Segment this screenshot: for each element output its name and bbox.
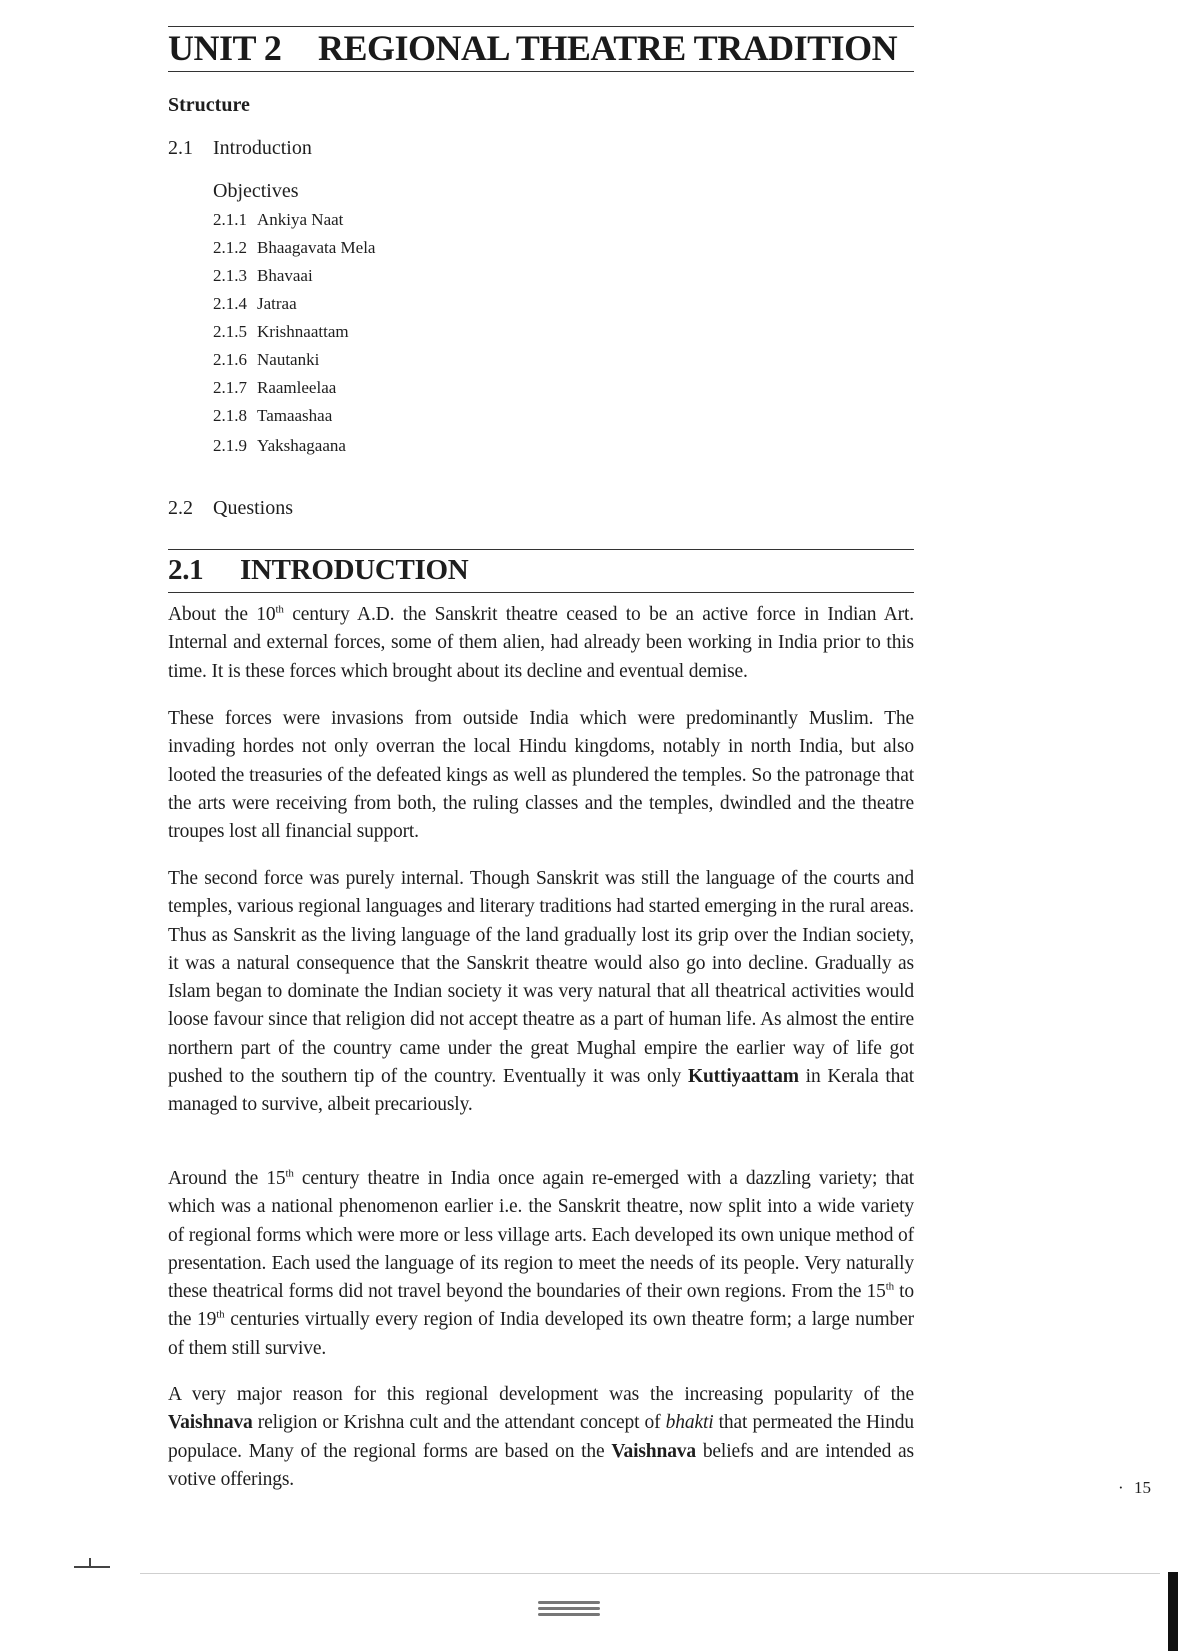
toc-sub-number: 2.1.1 bbox=[213, 210, 247, 229]
text-run: in Kerala that managed to survive, albeit precariously. bbox=[168, 1066, 914, 1116]
crop-mark bbox=[74, 1566, 110, 1568]
text-run: centuries virtually every region of India developed its own theatre form; a large number of them still survive. bbox=[168, 1309, 914, 1359]
binding-mark bbox=[538, 1598, 600, 1622]
toc-sub-label: Jatraa bbox=[257, 294, 297, 313]
paragraph-3 bbox=[168, 865, 914, 1120]
bold-term: Vaishnava bbox=[611, 1440, 696, 1462]
toc-subitem bbox=[213, 378, 336, 398]
text-run: Around the 15 bbox=[168, 1168, 286, 1189]
toc-sub-number: 2.1.4 bbox=[213, 294, 247, 313]
text-run: A very major reason for this regional development was the increasing popularity of the bbox=[168, 1384, 914, 1405]
toc-sub-label: Bhaagavata Mela bbox=[257, 238, 376, 257]
toc-subitem bbox=[213, 350, 319, 370]
toc-number: 2.1 bbox=[168, 137, 193, 159]
toc-sub-number: 2.1.8 bbox=[213, 406, 247, 425]
structure-heading: Structure bbox=[168, 94, 250, 116]
section-title: INTRODUCTION bbox=[240, 554, 469, 586]
italic-term: bhakti bbox=[665, 1412, 714, 1434]
bold-term: Kuttiyaattam bbox=[687, 1066, 799, 1088]
superscript: th bbox=[275, 603, 284, 616]
superscript: th bbox=[285, 1167, 294, 1180]
toc-sub-label: Raamleelaa bbox=[257, 378, 337, 397]
bold-term: Vaishnava bbox=[168, 1412, 253, 1434]
text-run: that permeated the Hindu populace. Many of the regional forms are based on the bbox=[168, 1412, 914, 1462]
toc-sub-number: 2.1.2 bbox=[213, 238, 247, 257]
unit-title bbox=[168, 26, 914, 70]
section-number: 2.1 bbox=[168, 554, 204, 586]
unit-title-text: REGIONAL THEATRE TRADITION bbox=[318, 28, 898, 68]
toc-sub-number: 2.1.3 bbox=[213, 266, 247, 285]
toc-subitem bbox=[213, 210, 343, 230]
text-run: The second force was purely internal. Though Sanskrit was still the language of the courts and temples, various regional languages and literary traditions had started emerging in the rural areas. Thus as Sanskrit as the living language of the land gradually lost its grip over the Indian society, it was a natural consequence that the Sanskrit theatre would also go into decline. Gradually as Islam began to dominate the Indian society it was very natural that all theatrical activities would loose favour since that religion did not accept theatre as a part of human life. As almost the entire northern part of the country came under the great Mughal empire the earlier way of life got pushed to the southern tip of the country. Eventually it was only bbox=[168, 868, 914, 1088]
text-run: About the 10 bbox=[168, 604, 276, 625]
section-heading bbox=[168, 550, 914, 590]
toc-sub-label: Krishnaattam bbox=[257, 322, 349, 341]
text-run: century theatre in India once again re-emerged with a dazzling variety; that which was a national phenomenon earlier i.e. the Sanskrit theatre, now split into a wide variety of regional forms which were more or less village arts. Each developed its own unique method of presentation. Each used the language of its region to meet the needs of its people. Very naturally these theatrical forms did not travel beyond the boundaries of their own regions. From the 15 bbox=[168, 1168, 914, 1303]
toc-number: 2.2 bbox=[168, 497, 193, 519]
paragraph-5 bbox=[168, 1381, 914, 1494]
text-run: century A.D. the Sanskrit theatre ceased to be an active force in Indian Art. Internal and external forces, some of them alien, had already been working in India prior to this time. It is these forces which brought about its decline and eventual demise. bbox=[168, 604, 914, 682]
toc-label: Questions bbox=[213, 497, 293, 519]
toc-sub-number: 2.1.7 bbox=[213, 378, 247, 397]
toc-sub-label: Yakshagaana bbox=[257, 436, 346, 455]
toc-sub-label: Ankiya Naat bbox=[257, 210, 344, 229]
unit-number: UNIT 2 bbox=[168, 28, 282, 68]
toc-subitem bbox=[213, 322, 349, 342]
section-rule-bottom bbox=[168, 592, 914, 593]
toc-subitem bbox=[213, 294, 297, 314]
toc-subitem bbox=[213, 406, 332, 426]
crop-line bbox=[140, 1573, 1160, 1574]
toc-sub-number: 2.1.6 bbox=[213, 350, 247, 369]
text-run: beliefs and are intended as votive offerings. bbox=[168, 1440, 914, 1490]
paragraph-1 bbox=[168, 601, 914, 686]
toc-sub-number: 2.1.9 bbox=[213, 436, 247, 455]
superscript: th bbox=[216, 1308, 225, 1321]
text-run: religion or Krishna cult and the attendant concept of bbox=[252, 1412, 666, 1434]
toc-subitem bbox=[213, 266, 313, 286]
toc-sub-label: Tamaashaa bbox=[257, 406, 333, 425]
toc-subitem bbox=[213, 436, 346, 456]
toc-sub-label: Nautanki bbox=[257, 350, 320, 369]
toc-item-objectives: Objectives bbox=[213, 180, 299, 202]
page-number: · 15 bbox=[1134, 1478, 1151, 1498]
title-rule-bottom bbox=[168, 71, 914, 72]
toc-sub-number: 2.1.5 bbox=[213, 322, 247, 341]
superscript: th bbox=[885, 1280, 895, 1293]
scan-edge-mark bbox=[1168, 1572, 1178, 1651]
toc-label: Introduction bbox=[213, 137, 312, 159]
toc-item-introduction bbox=[168, 137, 312, 160]
toc-subitem bbox=[213, 238, 375, 258]
text-run: to the 19 bbox=[168, 1281, 915, 1331]
toc-sub-label: Bhavaai bbox=[257, 266, 313, 285]
paragraph-2: These forces were invasions from outside India which were predominantly Muslim. The invading hordes not only overran the local Hindu kingdoms, notably in north India, but also looted the treasuries of the defeated kings as well as plundered the temples. So the patronage that the arts were receiving from both, the ruling classes and the temples, dwindled and the theatre troupes lost all financial support. bbox=[168, 708, 914, 843]
toc-item-questions bbox=[168, 497, 293, 520]
paragraph-4 bbox=[168, 1165, 914, 1363]
